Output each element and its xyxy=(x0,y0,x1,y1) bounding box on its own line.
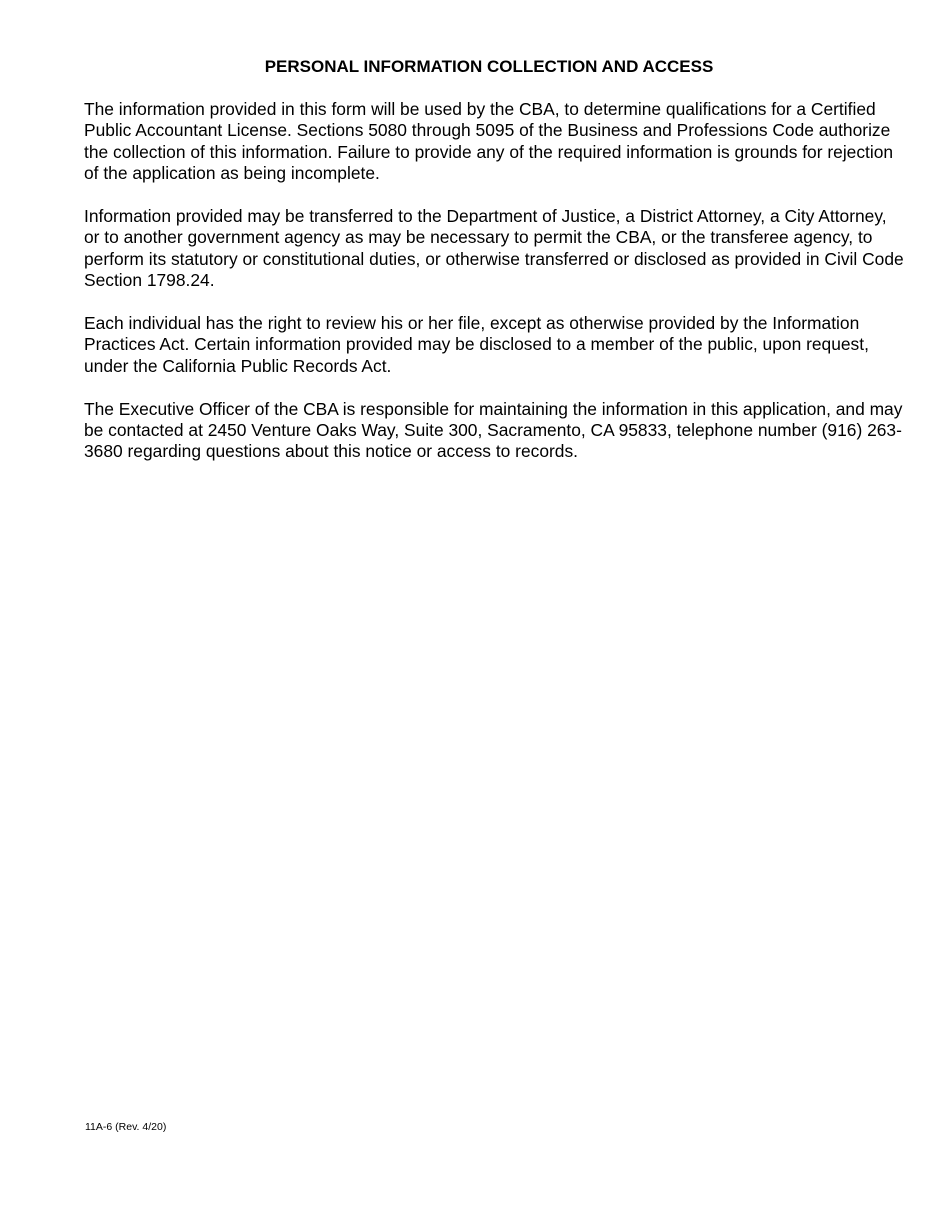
paragraph-purpose: The information provided in this form will be used by the CBA, to determine qualifications for a Certified Public Accountant License. Sections 5080 through 5095 of the Business and Professions Code authorize the collection of this information. Failure to provide any of the required information is grounds for rejection of the application as being incomplete. xyxy=(84,99,894,184)
paragraph-contact: The Executive Officer of the CBA is responsible for maintaining the information in this application, and may be contacted at 2450 Venture Oaks Way, Suite 300, Sacramento, CA 95833, telephone number (916) 263-3680 regarding questions about this notice or access to records. xyxy=(84,398,903,462)
page-title: PERSONAL INFORMATION COLLECTION AND ACCESS xyxy=(264,57,714,76)
paragraph-access-rights: Each individual has the right to review his or her file, except as otherwise provided by the Information Practices Act. Certain information provided may be disclosed to a member of the public, upon request, under the California Public Records Act. xyxy=(84,313,869,376)
form-number: 11A-6 (Rev. 4/20) xyxy=(85,1121,167,1133)
paragraph-disclosure: Information provided may be transferred to the Department of Justice, a District Attorney, a City Attorney, or to another government agency as may be necessary to permit the CBA, or the transferee agency, to perform its statutory or constitutional duties, or otherwise transferred or disclosed as provided in Civil Code Section 1798.24. xyxy=(84,206,904,291)
notice-body xyxy=(84,99,904,484)
